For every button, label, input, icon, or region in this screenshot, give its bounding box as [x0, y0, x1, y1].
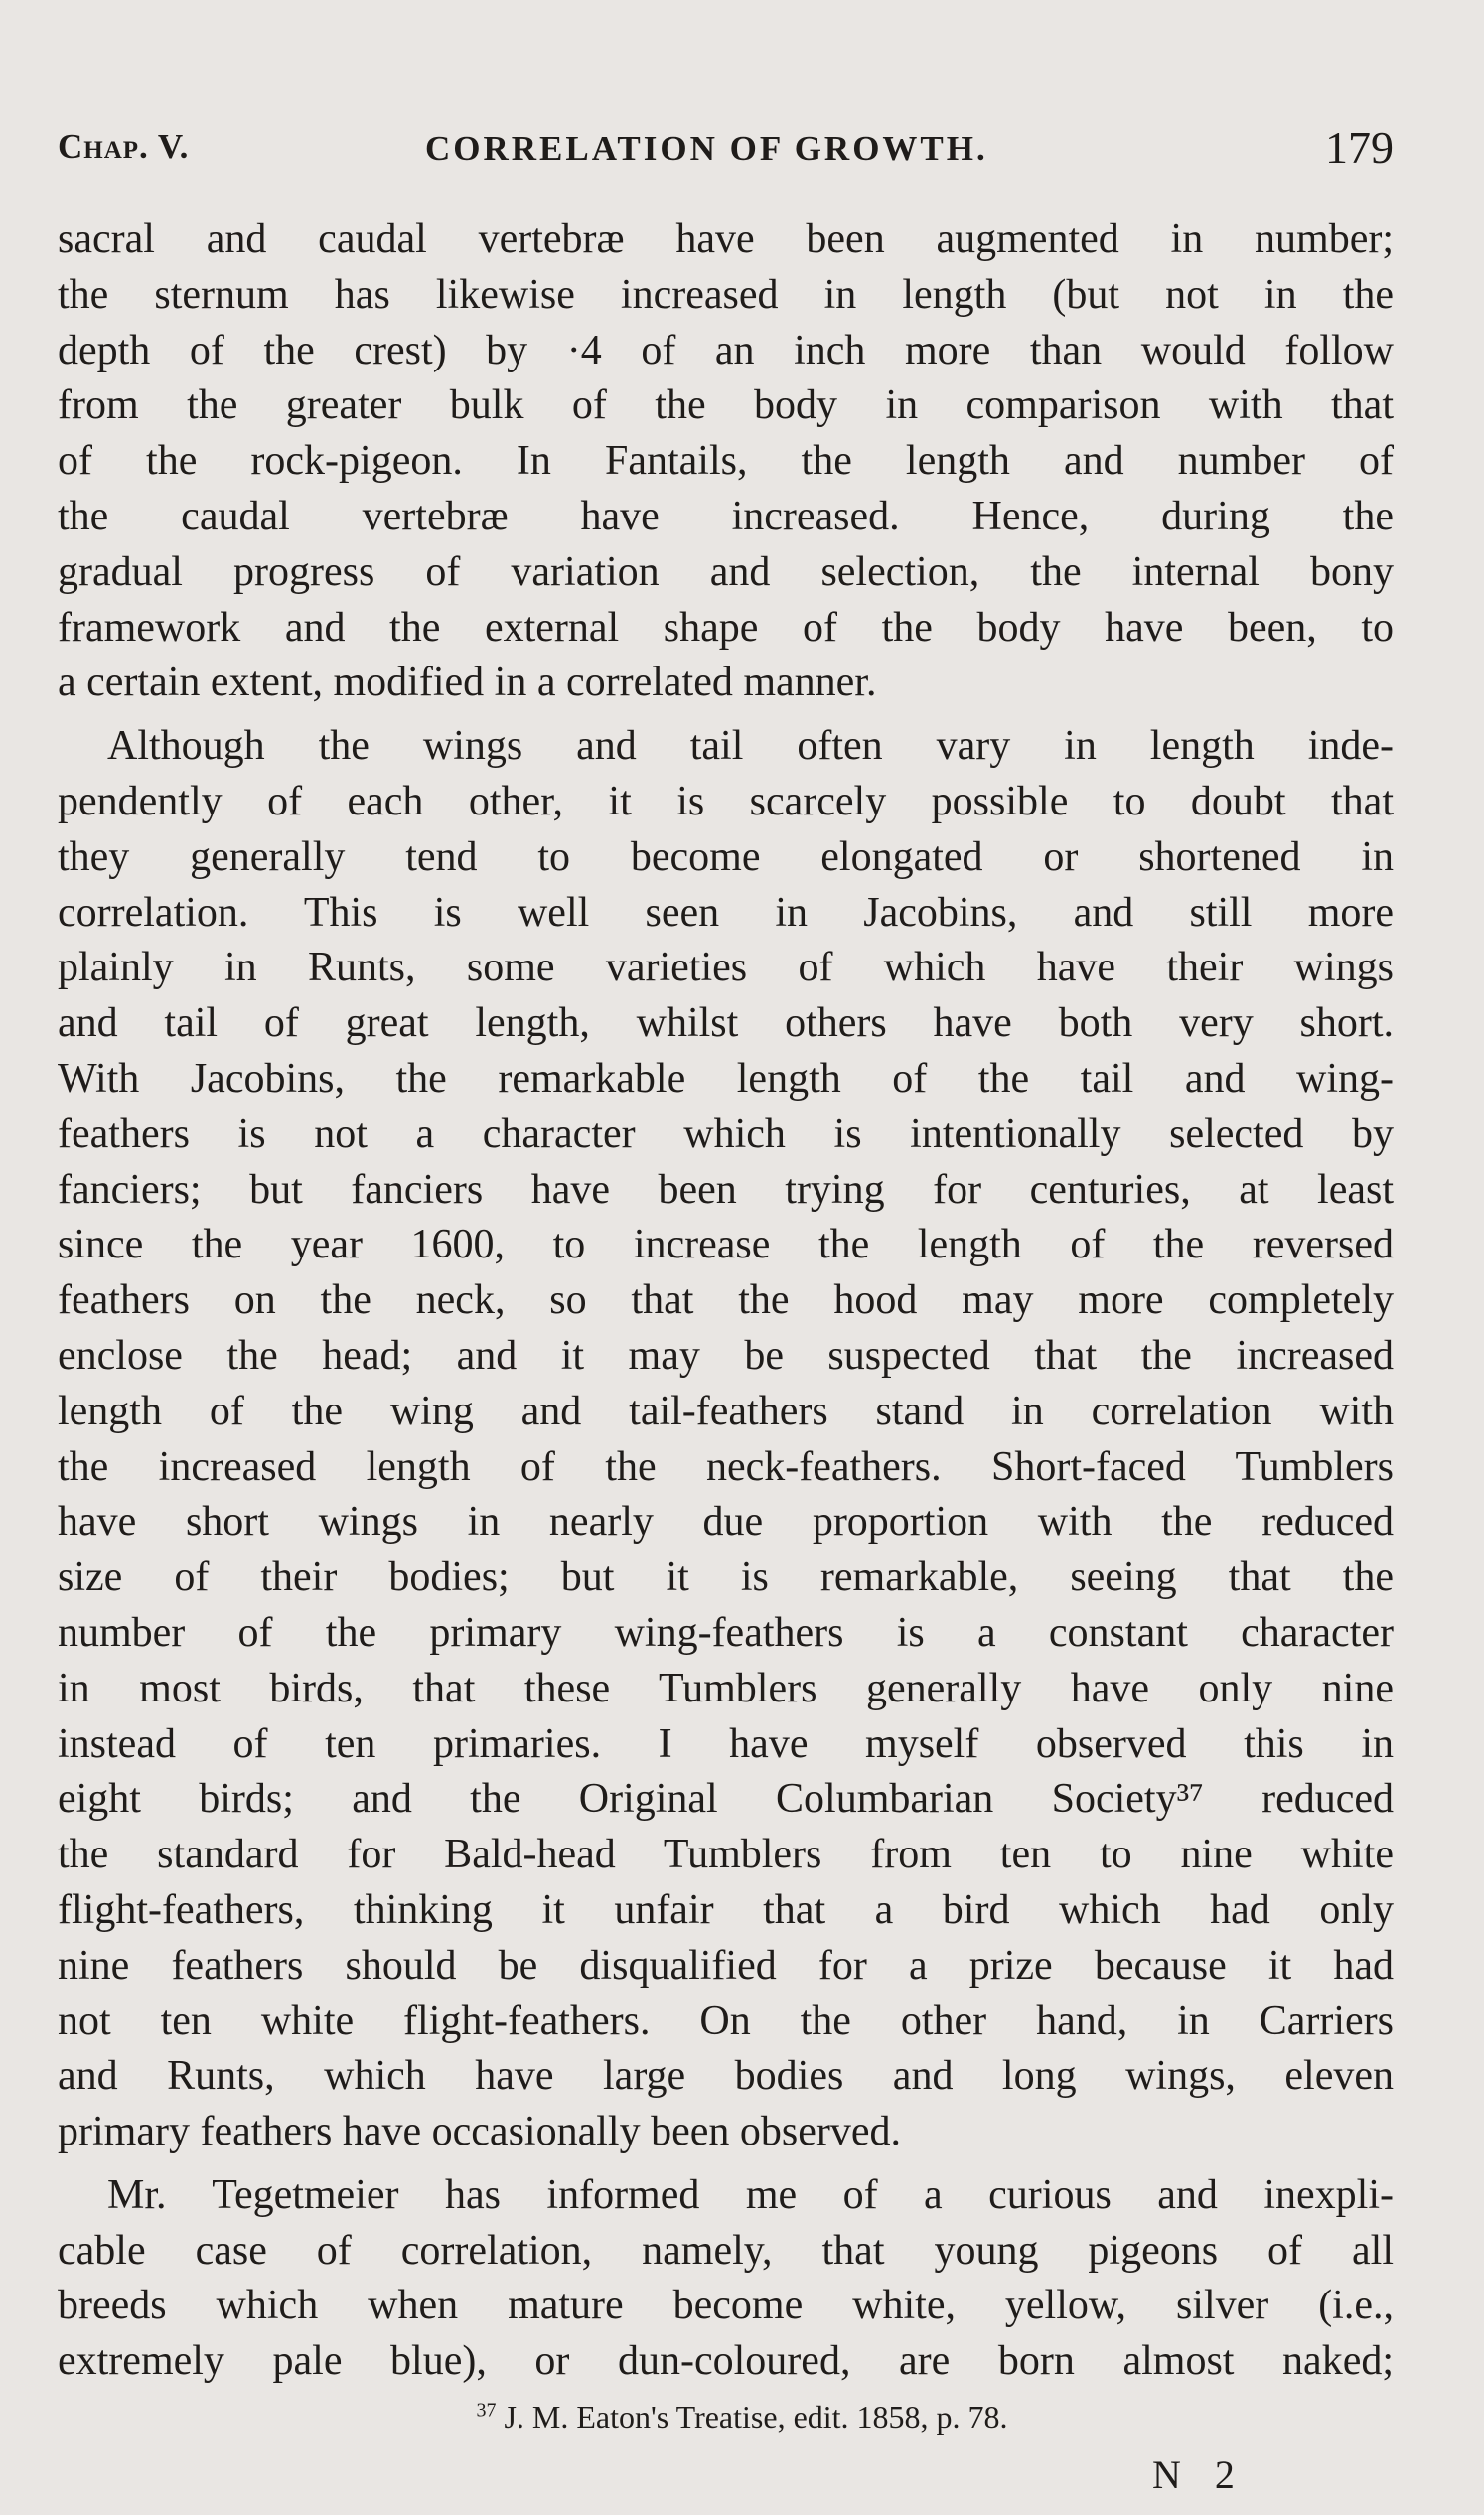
- running-head: [58, 117, 1394, 177]
- text-line: Mr. Tegetmeier has informed me of a curious and inexpli-: [107, 2171, 1394, 2218]
- paragraph-3: [58, 2168, 1394, 2390]
- text-line: not ten white flight-feathers. On the other hand, in Carriers: [58, 1997, 1394, 2044]
- text-line: a certain extent, modified in a correlated manner.: [58, 660, 877, 706]
- text-line: pendently of each other, it is scarcely possible to doubt that: [58, 778, 1394, 824]
- text-line: of the rock-pigeon. In Fantails, the length and number of: [58, 438, 1394, 485]
- footnote-marker: 37: [476, 2399, 497, 2422]
- text-line: they generally tend to become elongated or shortened in: [58, 833, 1394, 880]
- text-line: size of their bodies; but it is remarkable, seeing that the: [58, 1554, 1394, 1601]
- text-line: flight-feathers, thinking it unfair that a bird which had only: [58, 1886, 1394, 1933]
- signature-mark: N 2: [1152, 2452, 1247, 2497]
- text-line: gradual progress of variation and selection, the internal bony: [58, 548, 1394, 595]
- text-line: correlation. This is well seen in Jacobins, and still more: [58, 889, 1394, 936]
- text-line: breeds which when mature become white, yellow, silver (i.e.,: [58, 2283, 1394, 2329]
- text-line: the increased length of the neck-feathers. Short-faced Tumblers: [58, 1443, 1394, 1490]
- text-line: enclose the head; and it may be suspected that the increased: [58, 1332, 1394, 1379]
- chapter-label: Chap. V.: [58, 127, 190, 166]
- text-line: feathers on the neck, so that the hood may more completely: [58, 1277, 1394, 1324]
- text-line: length of the wing and tail-feathers stand in correlation with: [58, 1388, 1394, 1434]
- text-line: cable case of correlation, namely, that young pigeons of all: [58, 2227, 1394, 2274]
- text-line: from the greater bulk of the body in comparison with that: [58, 382, 1394, 429]
- text-line: instead of ten primaries. I have myself observed this in: [58, 1720, 1394, 1767]
- text-line: number of the primary wing-feathers is a constant character: [58, 1609, 1394, 1656]
- text-line: eight birds; and the Original Columbarian Society³⁷ reduced: [58, 1776, 1394, 1823]
- text-line: plainly in Runts, some varieties of which have their wings: [58, 945, 1394, 991]
- text-line: framework and the external shape of the body have been, to: [58, 604, 1394, 651]
- running-title: CORRELATION OF GROWTH.: [425, 129, 988, 168]
- text-line: and tail of great length, whilst others have both very short.: [58, 1000, 1394, 1047]
- footnote-text: J. M. Eaton's Treatise, edit. 1858, p. 78.: [504, 2399, 1008, 2435]
- footnote: [0, 2399, 1484, 2436]
- paragraph-1: [58, 213, 1394, 711]
- text-line: primary feathers have occasionally been observed.: [58, 2109, 901, 2155]
- paragraph-2: [58, 719, 1394, 2160]
- text-line: Although the wings and tail often vary in length inde-: [107, 723, 1394, 770]
- text-line: since the year 1600, to increase the length of the reversed: [58, 1222, 1394, 1268]
- text-line: have short wings in nearly due proportion with the reduced: [58, 1499, 1394, 1546]
- text-line: the caudal vertebræ have increased. Hence, during the: [58, 493, 1394, 539]
- text-line: the sternum has likewise increased in length (but not in the: [58, 271, 1394, 318]
- page-number: 179: [1325, 122, 1394, 173]
- text-line: fanciers; but fanciers have been trying for centuries, at least: [58, 1166, 1394, 1213]
- text-line: depth of the crest) by ·4 of an inch more than would follow: [58, 327, 1394, 373]
- text-line: sacral and caudal vertebræ have been augmented in number;: [58, 217, 1394, 262]
- text-line: With Jacobins, the remarkable length of the tail and wing-: [58, 1055, 1394, 1102]
- text-line: extremely pale blue), or dun-coloured, are born almost naked;: [58, 2338, 1394, 2385]
- text-line: the standard for Bald-head Tumblers from ten to nine white: [58, 1832, 1394, 1878]
- text-line: in most birds, that these Tumblers generally have only nine: [58, 1665, 1394, 1711]
- text-line: feathers is not a character which is intentionally selected by: [58, 1110, 1394, 1157]
- body-text: [58, 213, 1394, 2390]
- text-line: nine feathers should be disqualified for a prize because it had: [58, 1942, 1394, 1989]
- text-line: and Runts, which have large bodies and long wings, eleven: [58, 2053, 1394, 2100]
